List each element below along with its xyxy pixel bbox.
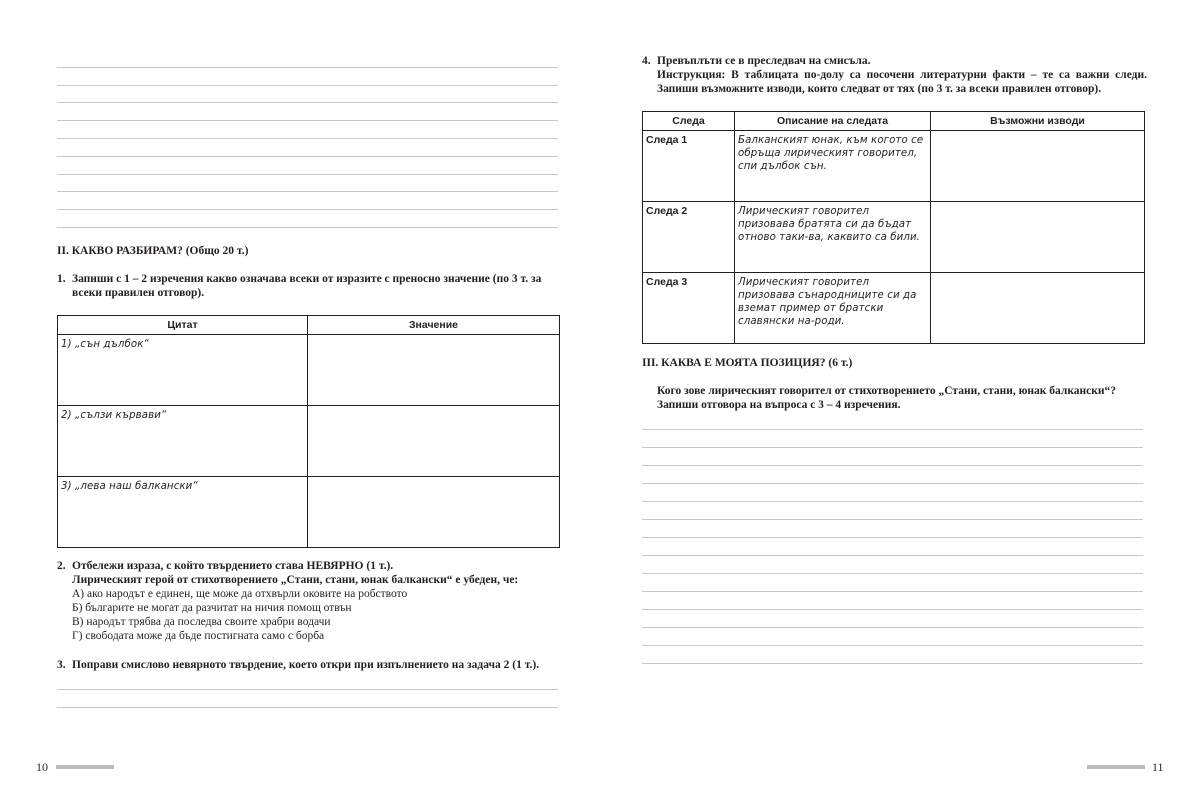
task-3-number: 3. xyxy=(57,659,66,671)
clue-description: Лирическият говорител призовава братята си да бъдат отново таки-ва, каквито са били. xyxy=(735,202,931,273)
quote-cell: 3) „лева наш балкански“ xyxy=(58,477,308,548)
answer-lines-section-3[interactable] xyxy=(642,412,1143,664)
table-row xyxy=(643,202,1145,273)
task-4 xyxy=(642,54,1147,96)
option-c[interactable]: В) народът трябва да последва своите храбри водачи xyxy=(72,616,331,628)
clue-description: Лирическият говорител призовава сънародниците си да вземат пример от братски славянски на-роди. xyxy=(735,273,931,344)
header-clue: Следа xyxy=(643,112,735,131)
task-1-number: 1. xyxy=(57,273,66,285)
conclusion-answer-cell[interactable] xyxy=(931,273,1145,344)
conclusion-answer-cell[interactable] xyxy=(931,131,1145,202)
header-meaning: Значение xyxy=(308,316,560,335)
task-2-statement: Лирическият герой от стихотворението „Стани, стани, юнак балкански“ е убеден, че: xyxy=(72,574,519,586)
question-text: Кого зове лирическият говорител от стихотворението „Стани, стани, юнак балкански“? xyxy=(657,385,1117,397)
option-a[interactable]: А) ако народът е единен, ще може да отхвърли оковите на робството xyxy=(72,588,408,600)
conclusion-answer-cell[interactable] xyxy=(931,202,1145,273)
header-quote: Цитат xyxy=(58,316,308,335)
quotes-table xyxy=(57,315,560,548)
table-header-row xyxy=(58,316,560,335)
question-instruction: Запиши отговора на въпроса с 3 – 4 изречения. xyxy=(657,399,901,411)
answer-lines-task-3[interactable] xyxy=(57,672,558,708)
meaning-answer-cell[interactable] xyxy=(308,477,560,548)
section-2-title: II. КАКВО РАЗБИРАМ? (Общо 20 т.) xyxy=(57,245,249,257)
task-1-text: Запиши с 1 – 2 изречения какво означава всеки от изразите с преносно значение (по 3 т. за всеки правилен отговор). xyxy=(72,273,542,299)
footer-bar-left xyxy=(56,765,114,769)
page-number-left: 10 xyxy=(36,760,48,774)
task-2 xyxy=(57,559,567,643)
table-header-row xyxy=(643,112,1145,131)
header-description: Описание на следата xyxy=(735,112,931,131)
option-b[interactable]: Б) българите не могат да разчитат на ничия помощ отвън xyxy=(72,602,352,614)
clues-table xyxy=(642,111,1145,344)
right-page xyxy=(600,0,1200,807)
table-row xyxy=(58,406,560,477)
table-row xyxy=(643,131,1145,202)
quote-cell: 1) „сън дълбок“ xyxy=(58,335,308,406)
table-row xyxy=(58,335,560,406)
table-row xyxy=(58,477,560,548)
page-number-right: 11 xyxy=(1152,760,1164,774)
task-2-instruction: Отбележи израза, с който твърдението става НЕВЯРНО (1 т.). xyxy=(72,560,394,572)
answer-lines-top xyxy=(57,50,558,228)
table-row xyxy=(643,273,1145,344)
task-4-instruction: Инструкция: В таблицата по-долу са посочени литературни факти – те са важни следи. Запиши възможните изводи, които следват от тях (по 3 т. за всеки правилен отговор). xyxy=(657,69,1147,95)
meaning-answer-cell[interactable] xyxy=(308,406,560,477)
meaning-answer-cell[interactable] xyxy=(308,335,560,406)
task-4-number: 4. xyxy=(642,55,651,67)
task-3-text: Поправи смислово невярното твърдение, което откри при изпълнението на задача 2 (1 т.). xyxy=(72,659,540,671)
option-d[interactable]: Г) свободата може да бъде постигната само с борба xyxy=(72,630,325,642)
header-conclusions: Възможни изводи xyxy=(931,112,1145,131)
quote-cell: 2) „сълзи кървави“ xyxy=(58,406,308,477)
clue-label: Следа 2 xyxy=(643,202,735,273)
clue-label: Следа 3 xyxy=(643,273,735,344)
section-3-question xyxy=(657,384,1157,412)
section-3-title: III. КАКВА Е МОЯТА ПОЗИЦИЯ? (6 т.) xyxy=(642,357,853,369)
task-1 xyxy=(57,272,559,300)
footer-bar-right xyxy=(1087,765,1145,769)
task-2-number: 2. xyxy=(57,560,66,572)
task-4-title: Превъплъти се в преследвач на смисъла. xyxy=(657,55,871,67)
task-3 xyxy=(57,658,567,672)
clue-label: Следа 1 xyxy=(643,131,735,202)
clue-description: Балканският юнак, към когото се обръща лирическият говорител, спи дълбок сън. xyxy=(735,131,931,202)
